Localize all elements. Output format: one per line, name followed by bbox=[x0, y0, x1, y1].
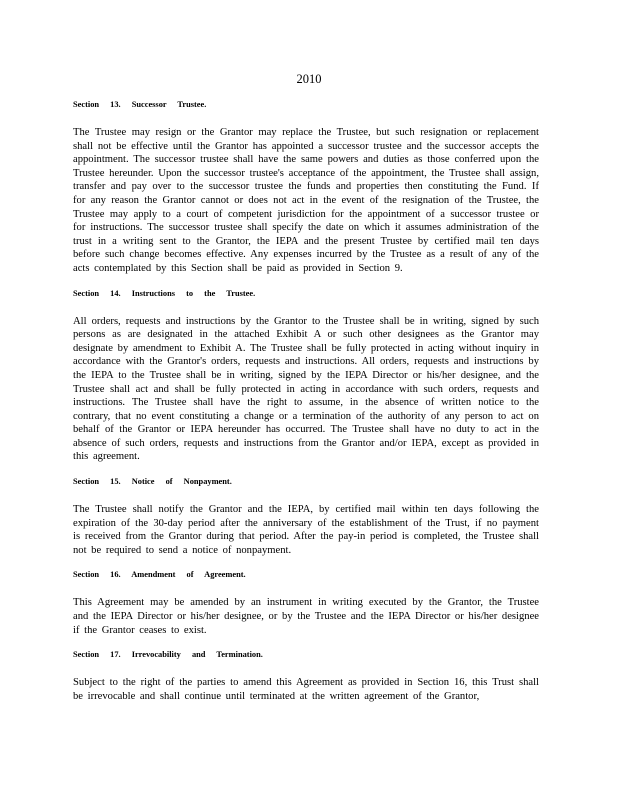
section-15-heading: Section 15. Notice of Nonpayment. bbox=[73, 477, 232, 487]
section-14-heading: Section 14. Instructions to the Trustee. bbox=[73, 288, 256, 298]
page-number: 2010 bbox=[296, 72, 322, 86]
section-15-text: The Trustee shall notify the Grantor and the IEPA, by certified mail within ten days following the expiration of the 30-day period after the anniversary of the establishment of the Trust, if no payment is received from the Grantor during that period. After the pay-in period is completed, the Trustee shall not be required to send a notice of nonpayment. bbox=[73, 504, 539, 556]
document-body bbox=[73, 100, 539, 716]
section-16-heading: Section 16. Amendment of Agreement. bbox=[73, 570, 246, 580]
section-17-text: Subject to the right of the parties to amend this Agreement as provided in Section 16, this Trust shall be irrevocable and shall continue until terminated at the written agreement of the Grantor, bbox=[73, 677, 539, 702]
section-16-text: This Agreement may be amended by an instrument in writing executed by the Grantor, the Trustee and the IEPA Director or his/her designee, or by the Trustee and the IEPA Director or his/her designee if the Grantor ceases to exist. bbox=[73, 597, 539, 636]
section-13-text: The Trustee may resign or the Grantor may replace the Trustee, but such resignation or replacement shall not be effective until the Grantor has appointed a successor trustee and the successor accepts the appointment. The successor trustee shall have the same powers and duties as those conferred upon the Trustee hereunder. Upon the successor trustee's acceptance of the appointment, the Trustee shall assign, transfer and pay over to the successor trustee the funds and properties then constituting the Fund. If for any reason the Grantor cannot or does not act in the event of the resignation of the Trustee, the Trustee may apply to a court of competent jurisdiction for the appointment of a successor trustee or for instructions. The successor trustee shall specify the date on which it assumes administration of the trust in a writing sent to the Grantor, the IEPA and the present Trustee by certified mail ten days before such change becomes effective. Any expenses incurred by the Trustee as a result of any of the acts contemplated by this Section shall be paid as provided in Section 9. bbox=[73, 127, 539, 274]
section-17-heading: Section 17. Irrevocability and Termination. bbox=[73, 650, 263, 660]
section-14-text: All orders, requests and instructions by the Grantor to the Trustee shall be in writing, signed by such persons as are designated in the attached Exhibit A or such other designees as the Grantor may designate by amendment to Exhibit A. The Trustee shall be fully protected in acting without inquiry in accordance with the Grantor's orders, requests and instructions. All orders, requests and instructions by the IEPA to the Trustee shall be in writing, signed by the IEPA Director or his/her designee, and the Trustee shall act and shall be fully protected in acting in accordance with such orders, requests and instructions. The Trustee shall have the right to assume, in the absence of written notice to the contrary, that no event constituting a change or a termination of the authority of any person to act on behalf of the Grantor or IEPA hereunder has occurred. The Trustee shall have no duty to act in the absence of such orders, requests and instructions from the Grantor and/or IEPA, except as provided in this agreement. bbox=[73, 315, 539, 463]
section-13-heading: Section 13. Successor Trustee. bbox=[73, 100, 207, 109]
